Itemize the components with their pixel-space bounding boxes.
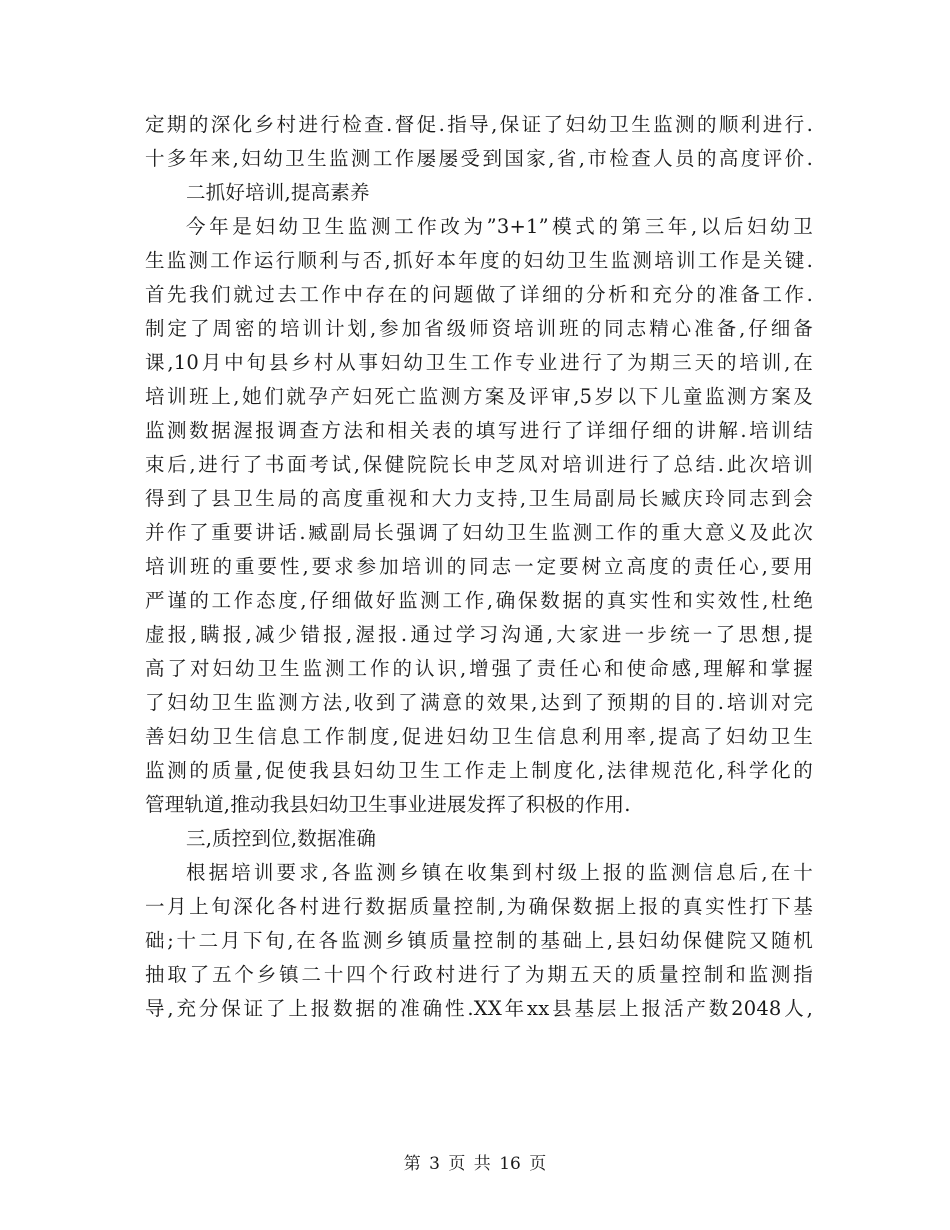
paragraph-line: 生监测工作运行顺利与否,抓好本年度的妇幼卫生监测培训工作是关键. xyxy=(145,249,813,272)
paragraph-line: 高了对妇幼卫生监测工作的认识,增强了责任心和使命感,理解和掌握 xyxy=(145,657,813,680)
paragraph-line: 今年是妇幼卫生监测工作改为”3+1”模式的第三年,以后妇幼卫 xyxy=(186,215,813,238)
paragraph-line: 严谨的工作态度,仔细做好监测工作,确保数据的真实性和实效性,杜绝 xyxy=(145,589,813,612)
section-heading: 二抓好培训,提高素养 xyxy=(186,181,370,204)
paragraph-line: 制定了周密的培训计划,参加省级师资培训班的同志精心准备,仔细备 xyxy=(145,317,813,340)
paragraph-line: 导,充分保证了上报数据的准确性.XX年xx县基层上报活产数2048人, xyxy=(145,997,813,1020)
paragraph-line: 课,10月中旬县乡村从事妇幼卫生工作专业进行了为期三天的培训,在 xyxy=(145,351,813,374)
document-body xyxy=(145,108,813,1026)
paragraph-line: 并作了重要讲话.臧副局长强调了妇幼卫生监测工作的重大意义及此次 xyxy=(145,521,813,544)
paragraph-line: 管理轨道,推动我县妇幼卫生事业进展发挥了积极的作用. xyxy=(145,793,631,816)
paragraph-line: 监测的质量,促使我县妇幼卫生工作走上制度化,法律规范化,科学化的 xyxy=(145,759,813,782)
paragraph-line: 十多年来,妇幼卫生监测工作屡屡受到国家,省,市检查人员的高度评价. xyxy=(145,147,813,170)
paragraph-line: 抽取了五个乡镇二十四个行政村进行了为期五天的质量控制和监测指 xyxy=(145,963,813,986)
page-footer: 第 3 页 共 16 页 xyxy=(403,1154,547,1174)
paragraph-line: 础;十二月下旬,在各监测乡镇质量控制的基础上,县妇幼保健院又随机 xyxy=(145,929,813,952)
paragraph-line: 首先我们就过去工作中存在的问题做了详细的分析和充分的准备工作. xyxy=(145,283,813,306)
paragraph-line: 了妇幼卫生监测方法,收到了满意的效果,达到了预期的目的.培训对完 xyxy=(145,691,813,714)
paragraph-line: 培训班的重要性,要求参加培训的同志一定要树立高度的责任心,要用 xyxy=(145,555,813,578)
paragraph-line: 定期的深化乡村进行检查.督促.指导,保证了妇幼卫生监测的顺利进行. xyxy=(145,113,813,136)
paragraph-line: 虚报,瞒报,减少错报,渥报.通过学习沟通,大家进一步统一了思想,提 xyxy=(145,623,813,646)
paragraph-line: 培训班上,她们就孕产妇死亡监测方案及评审,5岁以下儿童监测方案及 xyxy=(145,385,813,408)
paragraph-line: 善妇幼卫生信息工作制度,促进妇幼卫生信息利用率,提高了妇幼卫生 xyxy=(145,725,813,748)
paragraph-line: 监测数据渥报调查方法和相关表的填写进行了详细仔细的讲解.培训结 xyxy=(145,419,813,442)
paragraph-line: 一月上旬深化各村进行数据质量控制,为确保数据上报的真实性打下基 xyxy=(145,895,813,918)
section-heading: 三,质控到位,数据准确 xyxy=(186,827,377,850)
paragraph-line: 得到了县卫生局的高度重视和大力支持,卫生局副局长臧庆玲同志到会 xyxy=(145,487,813,510)
paragraph-line: 束后,进行了书面考试,保健院院长申芝凤对培训进行了总结.此次培训 xyxy=(145,453,813,476)
paragraph-line: 根据培训要求,各监测乡镇在收集到村级上报的监测信息后,在十 xyxy=(186,861,813,884)
